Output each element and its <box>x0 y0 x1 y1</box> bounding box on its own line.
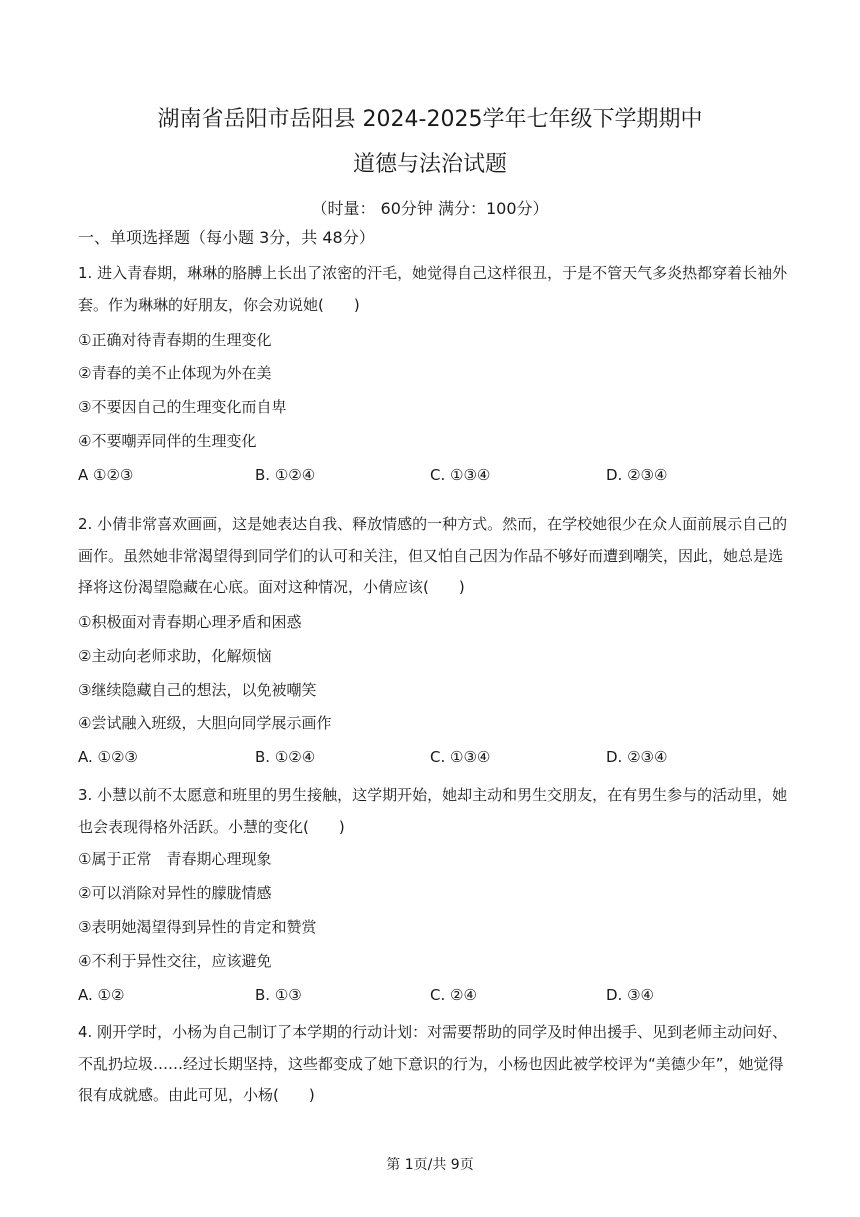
question-2-option-2: ②主动向老师求助，化解烦恼 <box>78 647 272 665</box>
question-3-option-4: ④不利于异性交往，应该避免 <box>78 952 272 970</box>
question-1-option-3: ③不要因自己的生理变化而自卑 <box>78 398 287 416</box>
question-1-option-1: ①正确对待青春期的生理变化 <box>78 331 272 349</box>
question-3-choice-a: A. ①② <box>78 986 125 1004</box>
question-1-option-4: ④不要嘲弄同伴的生理变化 <box>78 432 257 450</box>
question-2-option-3: ③继续隐藏自己的想法，以免被嘲笑 <box>78 681 317 699</box>
question-1-choice-d: D. ②③④ <box>606 466 668 484</box>
question-3-option-1: ①属于正常 青春期心理现象 <box>78 850 272 868</box>
question-3-stem: 3. 小慧以前不太愿意和班里的男生接触，这学期开始，她却主动和男生交朋友，在有男生参与的活动里，她也会表现得格外活跃。小慧的变化( ) <box>78 786 788 836</box>
section-heading: 一、单项选择题（每小题 3分，共 48分） <box>78 228 375 247</box>
question-4-stem: 4. 刚开学时，小杨为自己制订了本学期的行动计划：对需要帮助的同学及时伸出援手、见到老师主动问好、不乱扔垃圾……经过长期坚持，这些都变成了她下意识的行为，小杨也因此被学校评为“美德少年”，她觉得很有成就感。由此可见，小杨( ) <box>78 1023 788 1104</box>
page-number: 第 1页/共 9页 <box>386 1157 474 1173</box>
question-1-choice-c: C. ①③④ <box>430 466 491 484</box>
question-3-option-3: ③表明她渴望得到异性的肯定和赞赏 <box>78 918 317 936</box>
question-2-stem: 2. 小倩非常喜欢画画，这是她表达自我、释放情感的一种方式。然而，在学校她很少在众人面前展示自己的画作。虽然她非常渴望得到同学们的认可和关注，但又怕自己因为作品不够好而遭到嘲笑，因此，她总是选择将这份渴望隐藏在心底。面对这种情况，小倩应该( ) <box>78 515 788 596</box>
exam-title: 湖南省岳阳市岳阳县 2024-2025学年七年级下学期期中 <box>157 107 703 132</box>
question-2-option-4: ④尝试融入班级，大胆向同学展示画作 <box>78 714 332 732</box>
question-3-choice-c: C. ②④ <box>430 986 477 1004</box>
question-3-option-2: ②可以消除对异性的朦胧情感 <box>78 884 272 902</box>
question-3-choice-b: B. ①③ <box>255 986 302 1004</box>
question-1-option-2: ②青春的美不止体现为外在美 <box>78 364 272 382</box>
question-2-choice-b: B. ①②④ <box>255 748 316 766</box>
question-1-choice-b: B. ①②④ <box>255 466 316 484</box>
exam-subject-title: 道德与法治试题 <box>352 152 507 177</box>
exam-time-score: （时量： 60分钟 满分：100分） <box>311 199 549 218</box>
question-2-option-1: ①积极面对青春期心理矛盾和困惑 <box>78 613 302 631</box>
question-1-stem: 1. 进入青春期，琳琳的胳膊上长出了浓密的汗毛，她觉得自己这样很丑，于是不管天气多炎热都穿着长袖外套。作为琳琳的好朋友，你会劝说她( ) <box>78 264 788 314</box>
question-2-choice-a: A. ①②③ <box>78 748 138 766</box>
question-3-choice-d: D. ③④ <box>606 986 654 1004</box>
question-2-choice-c: C. ①③④ <box>430 748 491 766</box>
question-1-choice-a: A ①②③ <box>78 466 134 484</box>
question-2-choice-d: D. ②③④ <box>606 748 668 766</box>
